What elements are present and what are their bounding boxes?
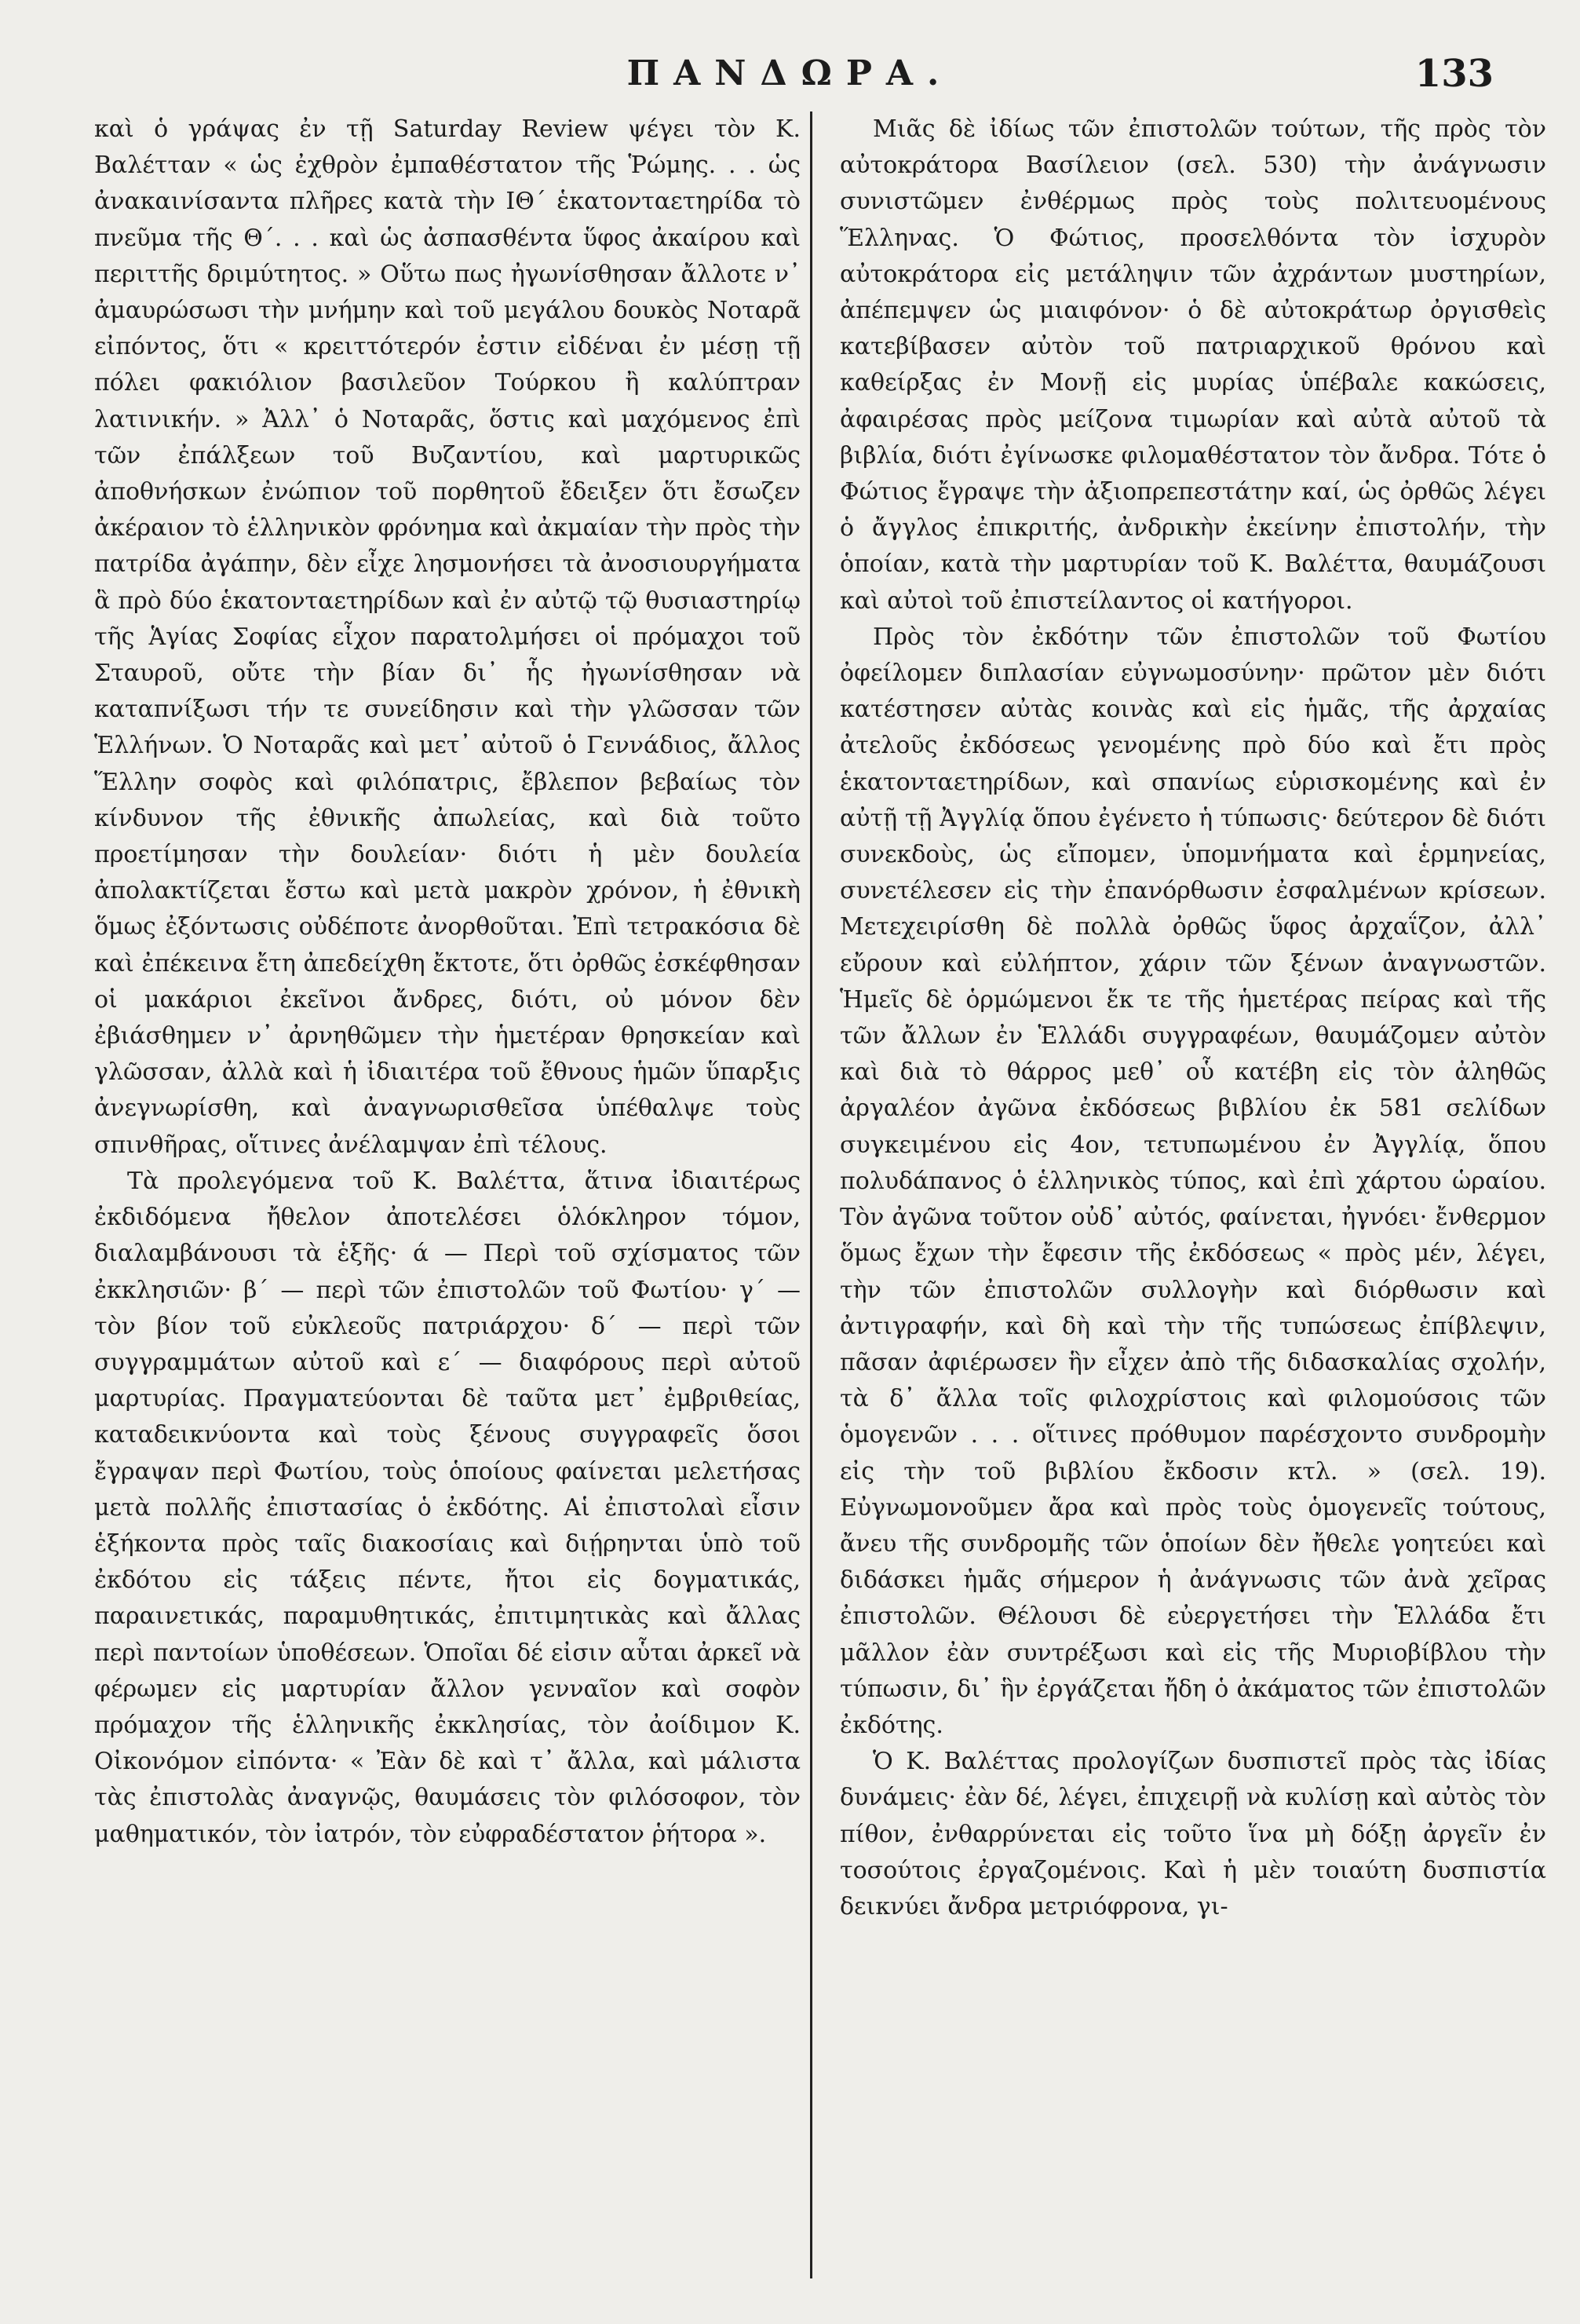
left-paragraph-2: Τὰ προλεγόμενα τοῦ Κ. Βαλέττα, ἅτινα ἰδιαιτέρως ἐκδιδόμενα ἤθελον ἀποτελέσει ὁλόκληρον τόμον, διαλαμβάνουσι τὰ ἑξῆς· ά — Περὶ τοῦ σχίσματος τῶν ἐκκλησιῶν· β΄ — περὶ τῶν ἐπιστολῶν τοῦ Φωτίου· γ΄ — τὸν βίον τοῦ εὐκλεοῦς πατριάρχου· δ΄ — περὶ τῶν συγγραμμάτων αὐτοῦ καὶ ε΄ — διαφόρους περὶ αὐτοῦ μαρτυρίας. Πραγματεύονται δὲ ταῦτα μετ᾽ ἐμβριθείας, καταδεικνύοντα καὶ τοὺς ξένους συγγραφεῖς ὅσοι ἔγραψαν περὶ Φωτίου, τοὺς ὁποίους φαίνεται μελετήσας μετὰ πολλῆς ἐπιστασίας ὁ ἐκδότης. Αἱ ἐπιστολαὶ εἶσιν ἑξήκοντα πρὸς ταῖς διακοσίαις καὶ διῄρηνται ὑπὸ τοῦ ἐκδότου εἰς τάξεις πέντε, ἤτοι εἰς δογματικάς, παραινετικάς, παραμυθητικάς, ἐπιτιμητικὰς καὶ ἄλλας περὶ παντοίων ὑποθέσεων. Ὁποῖαι δέ εἰσιν αὗται ἀρκεῖ νὰ φέρωμεν εἰς μαρτυρίαν ἄλλον γενναῖον καὶ σοφὸν πρόμαχον τῆς ἑλληνικῆς ἐκκλησίας, τὸν ἀοίδιμον Κ. Οἰκονόμον εἰπόντα· « Ἐὰν δὲ καὶ τ᾽ ἄλλα, καὶ μάλιστα τὰς ἐπιστολὰς ἀναγνῷς, θαυμάσεις τὸν φιλόσοφον, τὸν μαθηματικόν, τὸν ἰατρόν, τὸν εὐφραδέστατον ῥήτορα ». bbox=[94, 1167, 801, 1848]
page-header bbox=[0, 49, 1580, 104]
running-title: ΠΑΝΔΩΡΑ. bbox=[626, 53, 954, 93]
left-column bbox=[94, 111, 801, 1853]
right-paragraph-3: Ὁ Κ. Βαλέττας προλογίζων δυσπιστεῖ πρὸς τὰς ἰδίας δυνάμεις· ἐὰν δέ, λέγει, ἐπιχειρῇ νὰ κυλίσῃ καὶ αὐτὸς τὸν πίθον, ἐνθαρρύνεται εἰς τοῦτο ἵνα μὴ δόξῃ ἀργεῖν ἐν τοσούτοις ἐργαζομένοις. Καὶ ἡ μὲν τοιαύτη δυσπιστία δεικνύει ἄνδρα μετριόφρονα, γι- bbox=[840, 1748, 1546, 1920]
left-paragraph-1: καὶ ὁ γράψας ἐν τῇ Saturday Review ψέγει τὸν Κ. Βαλέτταν « ὡς ἐχθρὸν ἐμπαθέστατον τῆς Ῥώμης. . . ὡς ἀνακαινίσαντα πλῆρες κατὰ τὴν ΙΘ΄ ἑκατονταετηρίδα τὸ πνεῦμα τῆς Θ΄. . . καὶ ὡς ἀσπασθέντα ὕφος ἀκαίρου καὶ περιττῆς δριμύτητος. » Οὕτω πως ἠγωνίσθησαν ἄλλοτε ν᾽ ἀμαυρώσωσι τὴν μνήμην καὶ τοῦ μεγάλου δουκὸς Νοταρᾶ εἰπόντος, ὅτι « κρειττότερόν ἐστιν εἰδέναι ἐν μέσῃ τῇ πόλει φακιόλιον βασιλεῦον Τούρκου ἢ καλύπτραν λατινικήν. » Ἀλλ᾽ ὁ Νοταρᾶς, ὅστις καὶ μαχόμενος ἐπὶ τῶν ἐπάλξεων τοῦ Βυζαντίου, καὶ μαρτυρικῶς ἀποθνήσκων ἐνώπιον τοῦ πορθητοῦ ἔδειξεν ὅτι ἔσωζεν ἀκέραιον τὸ ἑλληνικὸν φρόνημα καὶ ἀκμαίαν τὴν πρὸς τὴν πατρίδα ἀγάπην, δὲν εἶχε λησμονήσει τὰ ἀνοσιουργήματα ἃ πρὸ δύο ἑκατονταετηρίδων καὶ ἐν αὐτῷ τῷ θυσιαστηρίῳ τῆς Ἁγίας Σοφίας εἶχον παρατολμήσει οἱ πρόμαχοι τοῦ Σταυροῦ, οὔτε τὴν βίαν δι᾽ ἧς ἠγωνίσθησαν νὰ καταπνίξωσι τήν τε συνείδησιν καὶ τὴν γλῶσσαν τῶν Ἑλλήνων. Ὁ Νοταρᾶς καὶ μετ᾽ αὐτοῦ ὁ Γεννάδιος, ἄλλος Ἕλλην σοφὸς καὶ φιλόπατρις, ἔβλεπον βεβαίως τὸν κίνδυνον τῆς ἐθνικῆς ἀπωλείας, καὶ διὰ τοῦτο προετίμησαν τὴν δουλείαν· διότι ἡ μὲν δουλεία ἀπολακτίζεται ἔστω καὶ μετὰ μακρὸν χρόνον, ἡ ἐθνικὴ ὅμως ἐξόντωσις οὐδέποτε ἀνορθοῦται. Ἐπὶ τετρακόσια δὲ καὶ ἐπέκεινα ἔτη ἀπεδείχθη ἔκτοτε, ὅτι ὀρθῶς ἐσκέφθησαν οἱ μακάριοι ἐκεῖνοι ἄνδρες, διότι, οὐ μόνον δὲν ἐβιάσθημεν ν᾽ ἀρνηθῶμεν τὴν ἡμετέραν θρησκείαν καὶ γλῶσσαν, ἀλλὰ καὶ ἡ ἰδιαιτέρα τοῦ ἔθνους ἡμῶν ὕπαρξις ἀνεγνωρίσθη, καὶ ἀναγνωρισθεῖσα ὑπέθαλψε τοὺς σπινθῆρας, οἵτινες ἀνέλαμψαν ἐπὶ τέλους. bbox=[94, 115, 801, 1159]
right-column bbox=[840, 111, 1546, 1925]
page-number: 133 bbox=[1414, 52, 1494, 96]
right-paragraph-1: Μιᾶς δὲ ἰδίως τῶν ἐπιστολῶν τούτων, τῆς πρὸς τὸν αὐτοκράτορα Βασίλειον (σελ. 530) τὴν ἀνάγνωσιν συνιστῶμεν ἐνθέρμως πρὸς τοὺς πολιτευομένους Ἕλληνας. Ὁ Φώτιος, προσελθόντα τὸν ἰσχυρὸν αὐτοκράτορα εἰς μετάληψιν τῶν ἀχράντων μυστηρίων, ἀπέπεμψεν ὡς μιαιφόνον· ὁ δὲ αὐτοκράτωρ ὀργισθεὶς κατεβίβασεν αὐτὸν τοῦ πατριαρχικοῦ θρόνου καὶ καθείρξας ἐν Μονῇ εἰς μυρίας ὑπέβαλε κακώσεις, ἀφαιρέσας πρὸς μείζονα τιμωρίαν καὶ αὐτὰ αὐτοῦ τὰ βιβλία, διότι ἐγίνωσκε φιλομαθέστατον τὸν ἄνδρα. Τότε ὁ Φώτιος ἔγραψε τὴν ἀξιοπρεπεστάτην καί, ὡς ὀρθῶς λέγει ὁ ἄγγλος ἐπικριτής, ἀνδρικὴν ἐκείνην ἐπιστολήν, τὴν ὁποίαν, κατὰ τὴν μαρτυρίαν τοῦ Κ. Βαλέττα, θαυμάζουσι καὶ αὐτοὶ τοῦ ἐπιστείλαντος οἱ κατήγοροι. bbox=[840, 115, 1546, 615]
right-paragraph-2: Πρὸς τὸν ἐκδότην τῶν ἐπιστολῶν τοῦ Φωτίου ὀφείλομεν διπλασίαν εὐγνωμοσύνην· πρῶτον μὲν διότι κατέστησεν αὐτὰς κοινὰς καὶ εἰς ἡμᾶς, τῆς ἀρχαίας ἀτελοῦς ἐκδόσεως γενομένης πρὸ δύο καὶ ἔτι πρὸς ἑκατονταετηρίδων, καὶ σπανίως εὑρισκομένης καὶ ἐν αὐτῇ τῇ Ἀγγλίᾳ ὅπου ἐγένετο ἡ τύπωσις· δεύτερον δὲ διότι συνεκδοὺς, ὡς εἴπομεν, ὑπομνήματα καὶ ἑρμηνείας, συνετέλεσεν εἰς τὴν ἐπανόρθωσιν ἐσφαλμένων κρίσεων. Μετεχειρίσθη δὲ πολλὰ ὀρθῶς ὕφος ἀρχαΐζον, ἀλλ᾽ εὔρουν καὶ εὐλήπτον, χάριν τῶν ξένων ἀναγνωστῶν. Ἡμεῖς δὲ ὁρμώμενοι ἔκ τε τῆς ἡμετέρας πείρας καὶ τῆς τῶν ἄλλων ἐν Ἑλλάδι συγγραφέων, θαυμάζομεν αὐτὸν καὶ διὰ τὸ θάρρος μεθ᾽ οὗ κατέβη εἰς τὸν ἀληθῶς ἀργαλέον ἀγῶνα ἐκδόσεως βιβλίου ἐκ 581 σελίδων συγκειμένου εἰς 4ον, τετυπωμένου ἐν Ἀγγλίᾳ, ὅπου πολυδάπανος ὁ ἑλληνικὸς τύπος, καὶ ἐπὶ χάρτου ὡραίου. Τὸν ἀγῶνα τοῦτον οὐδ᾽ αὐτός, φαίνεται, ἠγνόει· ἔνθερμον ὅμως ἔχων τὴν ἔφεσιν τῆς ἐκδόσεως « πρὸς μέν, λέγει, τὴν τῶν ἐπιστολῶν συλλογὴν καὶ διόρθωσιν καὶ ἀντιγραφήν, καὶ δὴ καὶ τὴν τῆς τυπώσεως ἐπίβλεψιν, πᾶσαν ἀφιέρωσεν ἣν εἶχεν ἀπὸ τῆς διδασκαλίας σχολήν, τὰ δ᾽ ἄλλα τοῖς φιλοχρίστοις καὶ φιλομούσοις τῶν ὁμογενῶν . . . οἵτινες πρόθυμον παρέσχοντο συνδρομὴν εἰς τὴν τοῦ βιβλίου ἔκδοσιν κτλ. » (σελ. 19). Εὐγνωμονοῦμεν ἄρα καὶ πρὸς τοὺς ὁμογενεῖς τούτους, ἄνευ τῆς συνδρομῆς τῶν ὁποίων δὲν ἤθελε γοητεύει καὶ διδάσκει ἡμᾶς σήμερον ἡ ἀνάγνωσις τῶν ἀνὰ χεῖρας ἐπιστολῶν. Θέλουσι δὲ εὐεργετήσει τὴν Ἑλλάδα ἔτι μᾶλλον ἐὰν συντρέξωσι καὶ εἰς τῆς Μυριοβίβλου τὴν τύπωσιν, δι᾽ ἣν ἐργάζεται ἤδη ὁ ἀκάματος τῶν ἐπιστολῶν ἐκδότης. bbox=[840, 623, 1546, 1739]
column-divider bbox=[810, 111, 812, 2278]
